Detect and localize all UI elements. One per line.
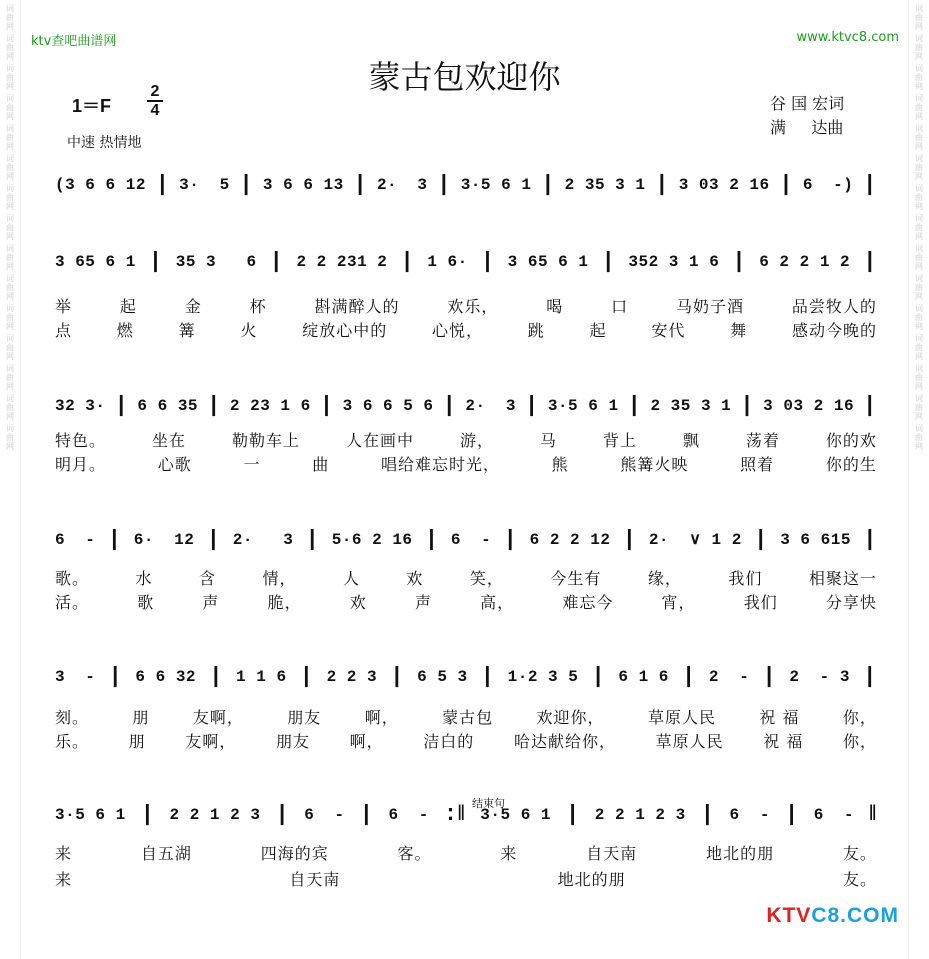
measure: 2· 3 <box>232 531 294 549</box>
lyric-word: 四海的宾 <box>260 844 329 863</box>
barline: | <box>863 249 877 274</box>
site-logo-part-2: C8.COM <box>811 904 899 927</box>
side-watermark-text: 词曲网 <box>914 424 924 451</box>
lyric-word: 友啊， <box>192 708 244 727</box>
measure: 3 65 6 1 <box>55 253 136 271</box>
lyric-word: 草原人民 <box>647 708 716 727</box>
barline: | <box>732 249 747 274</box>
lyric-line-2 <box>55 592 877 614</box>
lyric-word: 感动今晚的 <box>791 321 877 340</box>
notation-line <box>55 173 877 197</box>
site-logo-bottom-right[interactable] <box>766 904 899 928</box>
side-watermark-text: 词曲网 <box>5 94 15 121</box>
side-watermark-text: 词曲网 <box>914 34 924 61</box>
side-watermark-text: 词曲网 <box>5 334 15 361</box>
measure: 6 - <box>55 531 96 549</box>
side-watermark-text: 词曲网 <box>5 424 15 451</box>
barline: | <box>319 393 334 418</box>
lyric-word: 声 <box>414 593 432 612</box>
lyric-word: 缘， <box>647 569 682 588</box>
lyric-word: 心悦， <box>431 321 483 340</box>
lyric-line-1 <box>55 430 877 452</box>
measure: 1 1 6 <box>236 668 287 686</box>
barline: | <box>155 172 170 197</box>
side-watermark-text: 词曲网 <box>5 184 15 211</box>
side-watermark-text: 词曲网 <box>5 154 15 181</box>
lyric-word: 绽放心中的 <box>302 321 388 340</box>
barline: ‖ <box>869 802 877 827</box>
score-system <box>55 386 877 506</box>
lyric-word: 勒勒车上 <box>231 431 300 450</box>
ending-label: 结束句 <box>472 797 505 810</box>
measure: 3 03 2 16 <box>678 176 770 194</box>
measure: 3 6 6 13 <box>262 176 344 194</box>
lyric-word: 我们 <box>743 593 778 612</box>
barline: | <box>148 249 163 274</box>
lyric-word: 起 <box>589 321 607 340</box>
measure: 3·5 6 1 <box>480 806 551 824</box>
lyric-word: 舞 <box>730 321 748 340</box>
lyric-word: 歌。 <box>55 569 90 588</box>
barline: | <box>108 664 123 689</box>
lyric-word: 来 <box>55 844 73 863</box>
measure: 6 1 6 <box>618 668 669 686</box>
lyric-word: 自五湖 <box>140 844 192 863</box>
barline: | <box>622 527 637 552</box>
barline: | <box>480 249 495 274</box>
measure: 2 - <box>708 668 750 686</box>
barline: | <box>209 664 223 689</box>
lyric-word: 高， <box>480 593 515 612</box>
lyric-word: 明月。 <box>55 455 107 474</box>
lyric-word: 一 <box>243 455 261 474</box>
measure: (3 6 6 12 <box>55 176 146 194</box>
lyric-line-2 <box>55 454 877 476</box>
measure: 32 3· <box>55 397 106 415</box>
measure: 2 2 231 2 <box>296 253 388 271</box>
barline: | <box>601 249 616 274</box>
side-watermark-text: 词曲网 <box>5 64 15 91</box>
barline: | <box>275 802 290 827</box>
side-watermark-text: 词曲网 <box>5 214 15 241</box>
notation-line <box>55 528 877 552</box>
lyric-word: 品尝牧人的 <box>791 297 877 316</box>
barline: | <box>480 664 495 689</box>
barline: | <box>359 802 374 827</box>
notation-line <box>55 665 877 689</box>
barline: | <box>863 393 877 418</box>
lyric-word: 相聚这一 <box>808 569 877 588</box>
side-watermark-text: 词曲网 <box>5 394 15 421</box>
lyric-word: 朋 <box>128 732 146 751</box>
measure: 3 65 6 1 <box>507 253 589 271</box>
barline: | <box>525 393 539 418</box>
lyric-word: 荡着 <box>745 431 780 450</box>
barline: | <box>779 172 794 197</box>
measure: 3·5 6 1 <box>460 176 532 194</box>
lyric-word: 斟满醉人的 <box>314 297 400 316</box>
lyric-word: 人 <box>342 569 360 588</box>
side-watermark-text: 词曲网 <box>914 214 924 241</box>
lyric-line-1 <box>55 568 877 590</box>
barline: | <box>762 664 777 689</box>
barline: | <box>682 664 696 689</box>
measure: 2· ∨ 1 2 <box>648 531 742 549</box>
barline: | <box>863 664 877 689</box>
lyric-word: 熊 <box>551 455 569 474</box>
barline: | <box>442 393 457 418</box>
barline: | <box>784 802 799 827</box>
lyric-word: 朋友 <box>275 732 310 751</box>
lyric-word: 友。 <box>842 870 877 889</box>
lyric-word: 情， <box>262 569 297 588</box>
site-watermark-top-right[interactable]: www.ktvc8.com <box>796 30 899 45</box>
measure: 3· 5 <box>179 176 230 194</box>
site-logo-part-1: KTV <box>766 904 812 927</box>
measure: 6 2 2 1 2 <box>759 253 851 271</box>
lyric-word: 来 <box>500 844 518 863</box>
measure: 1 6· <box>427 253 468 271</box>
barline: | <box>140 802 155 827</box>
side-watermark-text: 词曲网 <box>5 34 15 61</box>
lyric-word: 坐在 <box>151 431 186 450</box>
lyric-word: 欢 <box>406 569 424 588</box>
lyric-word: 杯 <box>249 297 267 316</box>
measure: 6 5 3 <box>417 668 468 686</box>
measure: 2 2 1 2 3 <box>594 806 686 824</box>
lyric-word: 你的欢 <box>825 431 877 450</box>
measure: 2 23 1 6 <box>229 397 311 415</box>
side-watermark-text: 词曲网 <box>914 64 924 91</box>
barline: | <box>207 393 221 418</box>
measure: 6 - <box>304 806 345 824</box>
measure: 6 - <box>388 806 429 824</box>
barline: | <box>566 802 580 827</box>
lyric-word: 啊， <box>364 708 399 727</box>
side-watermark-text: 词曲网 <box>5 124 15 151</box>
lyric-word: 草原人民 <box>655 732 724 751</box>
lyric-line-2 <box>55 869 877 891</box>
lyric-word: 我们 <box>728 569 763 588</box>
song-title: 蒙古包欢迎你 <box>368 58 561 96</box>
lyric-word: 地北的朋 <box>557 870 626 889</box>
time-signature-top: 2 <box>150 83 160 100</box>
lyric-word: 背上 <box>602 431 637 450</box>
barline: | <box>239 172 254 197</box>
lyric-word: 欢乐， <box>447 297 499 316</box>
lyric-word: 歌 <box>137 593 155 612</box>
side-watermark-text: 词曲网 <box>914 274 924 301</box>
barline: | <box>740 393 755 418</box>
credits <box>770 92 844 140</box>
barline: | <box>269 249 284 274</box>
measure: 2 35 3 1 <box>650 397 732 415</box>
lyric-word: 燃 <box>116 321 134 340</box>
measure: 5·6 2 16 <box>331 531 413 549</box>
side-watermark-text: 词曲网 <box>5 4 15 31</box>
lyric-word: 友啊， <box>185 732 237 751</box>
lyric-word: 举 <box>55 297 73 316</box>
lyric-word: 今生有 <box>550 569 602 588</box>
lyric-word: 特色。 <box>55 431 107 450</box>
lyric-word: 飘 <box>682 431 700 450</box>
side-watermark-text: 词曲网 <box>914 4 924 31</box>
lyric-word: 祝 福 <box>759 708 800 727</box>
left-watermark-strip <box>0 0 21 959</box>
lyric-word: 心歌 <box>157 455 192 474</box>
side-watermark-text: 词曲网 <box>914 184 924 211</box>
score-system <box>55 520 877 640</box>
measure: 6 -) <box>802 176 854 194</box>
measure: 2 35 3 1 <box>564 176 646 194</box>
side-watermark-text: 词曲网 <box>5 244 15 271</box>
site-watermark-top-left[interactable]: ktv查吧曲谱网 <box>31 34 117 49</box>
measure: 2· 3 <box>376 176 428 194</box>
barline: | <box>206 527 221 552</box>
right-watermark-strip <box>908 0 929 959</box>
side-watermark-text: 词曲网 <box>5 304 15 331</box>
barline: :‖ <box>443 802 466 827</box>
lyric-word: 朋 <box>132 708 150 727</box>
measure: 1·2 3 5 <box>507 668 579 686</box>
measure: 6 - <box>450 531 492 549</box>
lyric-word: 啊， <box>349 732 384 751</box>
side-watermark-text: 词曲网 <box>914 94 924 121</box>
score-system <box>55 795 877 915</box>
lyric-line-1 <box>55 296 877 318</box>
barline: | <box>299 664 314 689</box>
time-signature <box>147 84 163 118</box>
lyric-word: 唱给难忘时光， <box>380 455 500 474</box>
side-watermark-text: 词曲网 <box>914 244 924 271</box>
lyric-word: 火 <box>240 321 258 340</box>
lyric-word: 喝 <box>546 297 564 316</box>
measure: 6· 12 <box>133 531 195 549</box>
notation-line <box>55 803 877 827</box>
lyric-word: 难忘今 <box>562 593 614 612</box>
measure: 2 - 3 <box>789 668 850 686</box>
lyric-word: 宵， <box>661 593 696 612</box>
side-watermark-text: 词曲网 <box>914 304 924 331</box>
lyricist-credit: 谷 国 宏词 <box>770 94 845 113</box>
lyric-word: 活。 <box>55 593 90 612</box>
lyric-word: 点 <box>55 321 73 340</box>
notation-line <box>55 394 877 418</box>
lyric-word: 地北的朋 <box>706 844 775 863</box>
lyric-word: 篝 <box>178 321 196 340</box>
key-signature: 1＝F <box>72 96 112 116</box>
barline: | <box>400 249 415 274</box>
lyric-word: 刻。 <box>55 708 90 727</box>
score-system <box>55 657 877 777</box>
lyric-word: 马奶子酒 <box>676 297 745 316</box>
lyric-word: 含 <box>198 569 216 588</box>
lyric-word: 自天南 <box>289 870 341 889</box>
barline: | <box>503 527 518 552</box>
lyric-word: 你， <box>842 708 877 727</box>
measure: 2 2 3 <box>326 668 378 686</box>
barline: | <box>541 172 555 197</box>
lyric-word: 哈达献给你， <box>513 732 616 751</box>
lyric-word: 蒙古包 <box>442 708 494 727</box>
lyric-word: 祝 福 <box>763 732 804 751</box>
lyric-word: 欢 <box>349 593 367 612</box>
lyric-word: 朋友 <box>287 708 322 727</box>
lyric-word: 人在画中 <box>345 431 414 450</box>
lyric-word: 马 <box>539 431 557 450</box>
barline: | <box>863 172 877 197</box>
lyric-word: 来 <box>55 870 73 889</box>
lyric-word: 笑， <box>469 569 504 588</box>
lyric-line-2 <box>55 320 877 342</box>
measure: 3 6 615 <box>780 531 851 549</box>
barline: | <box>655 172 669 197</box>
lyric-word: 自天南 <box>586 844 638 863</box>
lyric-line-1 <box>55 707 877 729</box>
score-system <box>55 242 877 362</box>
side-watermark-text: 词曲网 <box>914 124 924 151</box>
lyric-word: 照着 <box>740 455 775 474</box>
side-watermark-text: 词曲网 <box>914 334 924 361</box>
barline: | <box>390 664 404 689</box>
barline: | <box>700 802 715 827</box>
lyric-word: 曲 <box>312 455 330 474</box>
lyric-word: 乐。 <box>55 732 90 751</box>
lyric-word: 游， <box>459 431 494 450</box>
barline: | <box>114 393 129 418</box>
side-watermark-text: 词曲网 <box>914 394 924 421</box>
tempo-marking: 中速 热情地 <box>67 135 142 151</box>
barline: | <box>424 527 439 552</box>
lyric-word: 声 <box>202 593 220 612</box>
barline: | <box>305 527 320 552</box>
lyric-word: 你的生 <box>825 455 877 474</box>
measure: 2· 3 <box>465 397 516 415</box>
measure: 3 6 6 5 6 <box>342 397 434 415</box>
lyric-word: 洁白的 <box>423 732 475 751</box>
lyric-word: 脆， <box>267 593 302 612</box>
measure: 6 - <box>729 806 770 824</box>
side-watermark-text: 词曲网 <box>5 364 15 391</box>
barline: | <box>107 527 122 552</box>
barline: | <box>754 527 768 552</box>
side-watermark-text: 词曲网 <box>914 364 924 391</box>
measure: 3·5 6 1 <box>55 806 126 824</box>
composer-credit: 满 达曲 <box>770 118 844 137</box>
measure: 6 2 2 12 <box>529 531 611 549</box>
barline: | <box>353 172 368 197</box>
measure: 3 03 2 16 <box>763 397 855 415</box>
notation-line <box>55 250 877 274</box>
barline: | <box>627 393 642 418</box>
lyric-word: 分享快 <box>825 593 877 612</box>
barline: | <box>437 172 451 197</box>
lyric-word: 友。 <box>842 844 877 863</box>
lyric-word: 金 <box>184 297 202 316</box>
side-watermark-text: 词曲网 <box>914 154 924 181</box>
barline: | <box>591 664 606 689</box>
lyric-word: 安代 <box>651 321 686 340</box>
measure: 6 - <box>813 806 855 824</box>
lyric-line-1 <box>55 843 877 865</box>
time-signature-bottom: 4 <box>150 102 160 119</box>
lyric-word: 欢迎你， <box>536 708 605 727</box>
lyric-word: 客。 <box>397 844 432 863</box>
barline: | <box>863 527 877 552</box>
measure: 35 3 6 <box>175 253 257 271</box>
lyric-word: 你， <box>842 732 877 751</box>
lyric-word: 水 <box>135 569 153 588</box>
lyric-word: 口 <box>611 297 629 316</box>
measure: 2 2 1 2 3 <box>169 806 261 824</box>
lyric-line-2 <box>55 731 877 753</box>
measure: 3 - <box>55 668 96 686</box>
measure: 3·5 6 1 <box>547 397 619 415</box>
measure: 352 3 1 6 <box>628 253 720 271</box>
lyric-word: 跳 <box>527 321 545 340</box>
lyric-word: 熊篝火映 <box>620 455 689 474</box>
measure: 6 6 35 <box>137 397 199 415</box>
lyric-word: 起 <box>119 297 137 316</box>
side-watermark-text: 词曲网 <box>5 274 15 301</box>
measure: 6 6 32 <box>135 668 197 686</box>
